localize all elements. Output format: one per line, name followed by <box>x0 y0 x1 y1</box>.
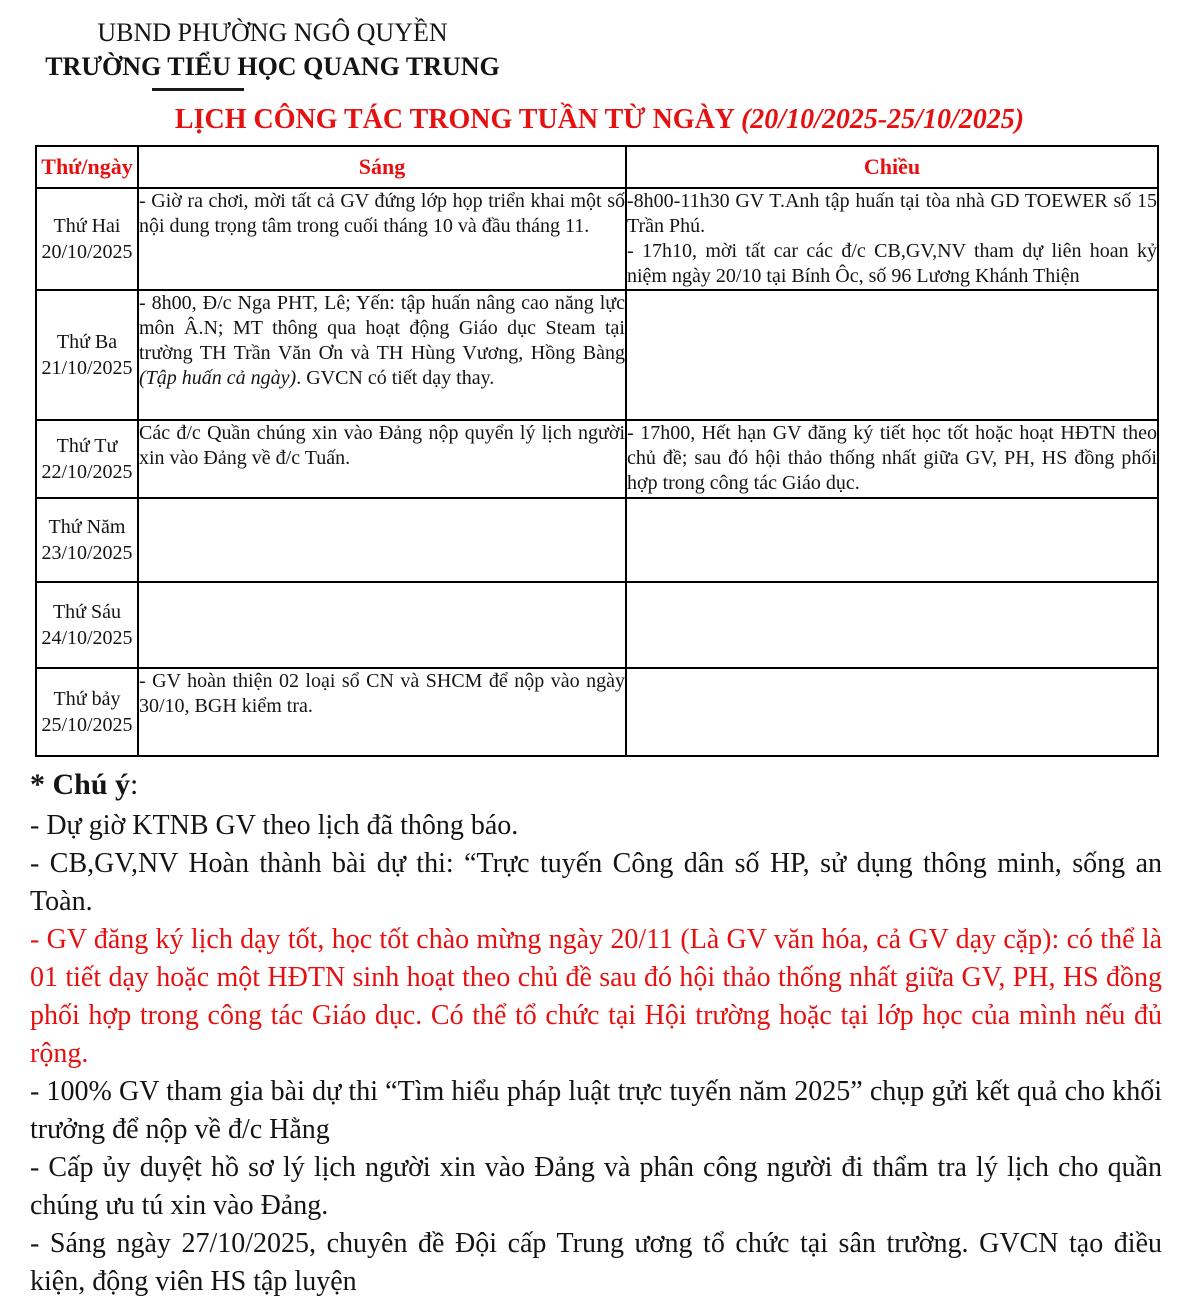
letterhead-school: TRƯỜNG TIỂU HỌC QUANG TRUNG <box>45 52 500 81</box>
table-row-wednesday <box>36 420 1158 498</box>
table-row-thursday <box>36 498 1158 582</box>
morning-cell <box>138 188 626 290</box>
afternoon-text: - 17h00, Hết hạn GV đăng ký tiết học tốt hoặc hoạt HĐTN theo chủ đề; sau đó hội thảo thống nhất giữa GV, PH, HS đồng phối hợp trong công tác Giáo dục. <box>627 422 1157 494</box>
page-title <box>0 103 1199 137</box>
afternoon-cell <box>626 668 1158 756</box>
morning-cell <box>138 668 626 756</box>
morning-cell <box>138 290 626 420</box>
column-header-day: Thứ/ngày <box>36 146 138 188</box>
morning-text: - GV hoàn thiện 02 loại sổ CN và SHCM để nộp vào ngày 30/10, BGH kiểm tra. <box>139 670 625 717</box>
table-row-monday <box>36 188 1158 290</box>
morning-cell <box>138 420 626 498</box>
letterhead-org: UBND PHƯỜNG NGÔ QUYỀN <box>97 18 448 47</box>
day-cell <box>36 498 138 582</box>
day-date: 23/10/2025 <box>41 542 133 564</box>
notes-heading-label: * Chú ý <box>30 768 131 801</box>
day-label: Thứ Sáu <box>52 601 122 623</box>
day-label: Thứ Ba <box>56 331 118 353</box>
morning-cell <box>138 498 626 582</box>
page-title-dates: (20/10/2025-25/10/2025) <box>740 104 1025 135</box>
letterhead-underline <box>152 88 244 91</box>
column-header-morning: Sáng <box>138 146 626 188</box>
header-row <box>36 146 1158 188</box>
day-date: 25/10/2025 <box>41 714 133 736</box>
note-item: - Sáng ngày 27/10/2025, chuyên đề Đội cấp Trung ương tổ chức tại sân trường. GVCN tạo điều kiện, động viên HS tập luyện <box>30 1228 1162 1297</box>
day-cell <box>36 290 138 420</box>
letterhead <box>0 0 545 91</box>
morning-text-italic: (Tập huấn cả ngày) <box>139 367 297 389</box>
morning-cell <box>138 582 626 668</box>
notes-heading: * Chú ý: <box>30 768 139 801</box>
day-cell <box>36 420 138 498</box>
day-label: Thứ Hai <box>53 215 121 237</box>
column-header-afternoon: Chiều <box>626 146 1158 188</box>
afternoon-cell <box>626 420 1158 498</box>
afternoon-text-line: - 17h10, mời tất car các đ/c CB,GV,NV tham dự liên hoan kỷ niệm ngày 20/10 tại Bính Ôc, số 96 Lương Khánh Thiện <box>627 240 1157 287</box>
note-item: - Dự giờ KTNB GV theo lịch đã thông báo. <box>30 810 519 841</box>
table-row-saturday <box>36 668 1158 756</box>
afternoon-text-line: -8h00-11h30 GV T.Anh tập huấn tại tòa nhà GD TOEWER số 15 Trần Phú. <box>627 190 1157 237</box>
schedule-table <box>35 145 1159 757</box>
notes-section <box>30 763 1162 1301</box>
afternoon-cell <box>626 498 1158 582</box>
day-label: Thứ Tư <box>56 435 118 457</box>
day-cell <box>36 668 138 756</box>
note-item: - 100% GV tham gia bài dự thi “Tìm hiểu pháp luật trực tuyến năm 2025” chụp gửi kết quả cho khối trưởng để nộp về đ/c Hằng <box>30 1076 1162 1145</box>
morning-text: Các đ/c Quần chúng xin vào Đảng nộp quyển lý lịch người xin vào Đảng về đ/c Tuấn. <box>139 422 625 469</box>
afternoon-cell <box>626 290 1158 420</box>
day-date: 20/10/2025 <box>41 241 133 263</box>
page-title-text: LỊCH CÔNG TÁC TRONG TUẦN TỪ NGÀY <box>174 104 734 135</box>
day-cell <box>36 188 138 290</box>
table-row-tuesday <box>36 290 1158 420</box>
morning-text: - Giờ ra chơi, mời tất cả GV đứng lớp họp triển khai một số nội dung trọng tâm trong cuối tháng 10 và đầu tháng 11. <box>139 190 625 237</box>
table-row-friday <box>36 582 1158 668</box>
day-cell <box>36 582 138 668</box>
morning-text: - 8h00, Đ/c Nga PHT, Lê; Yến: tập huấn nâng cao năng lực môn Â.N; MT thông qua hoạt động Giáo dục Steam tại trường TH Trần Văn Ơn và TH Hùng Vương, Hồng Bàng (Tập huấn cả ngày). GVCN có tiết dạy thay. <box>139 292 625 389</box>
note-item: - CB,GV,NV Hoàn thành bài dự thi: “Trực tuyến Công dân số HP, sử dụng thông minh, sống an Toàn. <box>30 848 1162 917</box>
afternoon-cell <box>626 188 1158 290</box>
day-date: 24/10/2025 <box>41 627 133 649</box>
note-item: - GV đăng ký lịch dạy tốt, học tốt chào mừng ngày 20/11 (Là GV văn hóa, cả GV dạy cặp): có thể là 01 tiết dạy hoặc một HĐTN sinh hoạt theo chủ đề sau đó hội thảo thống nhất giữa GV, PH, HS đồng phối hợp trong công tác Giáo dục. Có thể tổ chức tại Hội trường hoặc tại lớp học của mình nếu đủ rộng. <box>30 924 1162 1069</box>
day-label: Thứ bảy <box>53 688 121 710</box>
afternoon-cell <box>626 582 1158 668</box>
note-item: - Cấp ủy duyệt hồ sơ lý lịch người xin vào Đảng và phân công người đi thẩm tra lý lịch cho quần chúng ưu tú xin vào Đảng. <box>30 1152 1162 1221</box>
day-label: Thứ Năm <box>48 516 126 538</box>
day-date: 22/10/2025 <box>41 461 133 483</box>
day-date: 21/10/2025 <box>41 357 133 379</box>
